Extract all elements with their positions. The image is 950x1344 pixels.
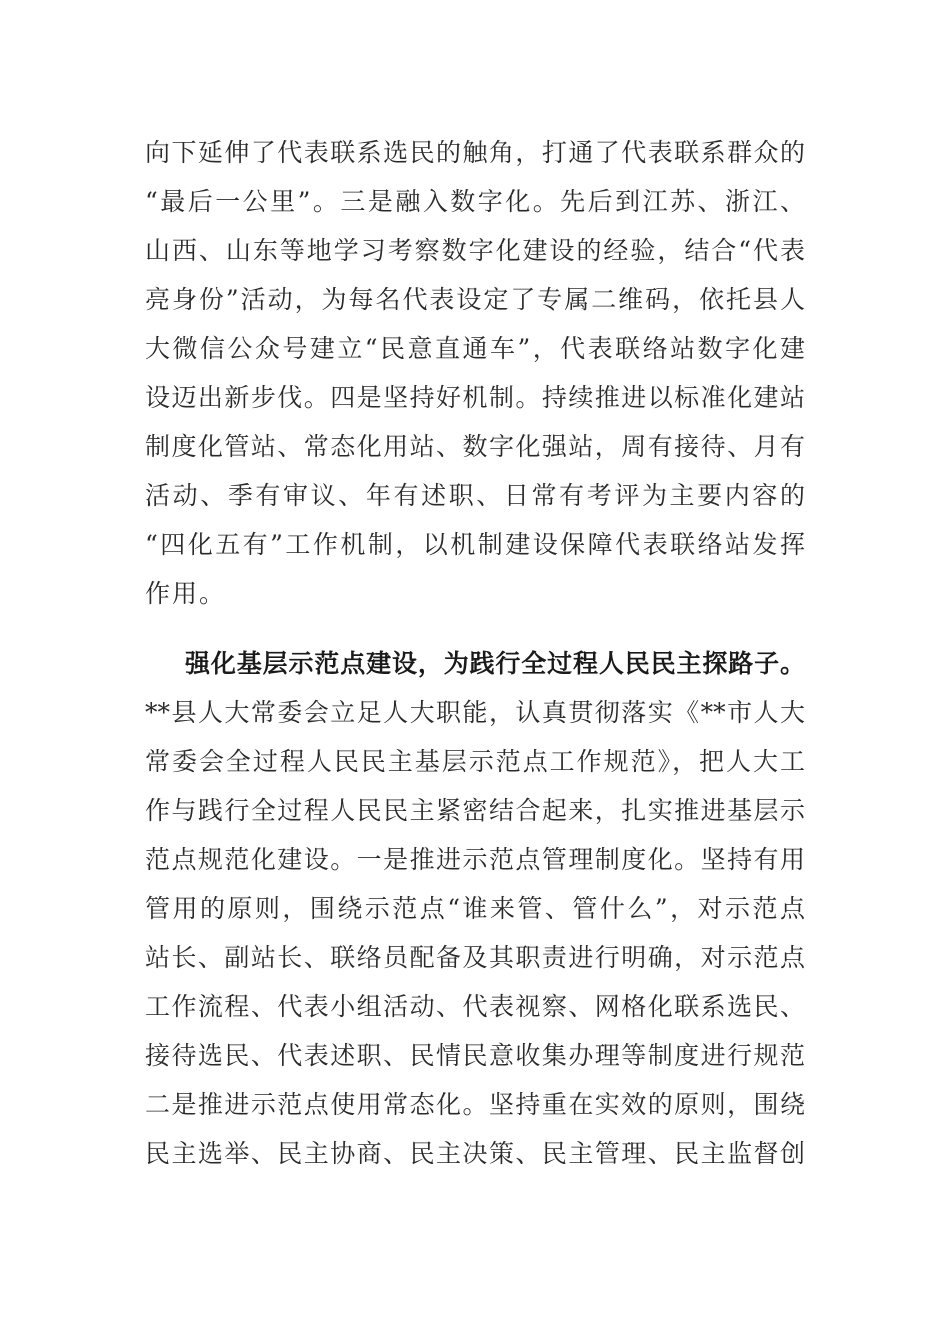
body-text-line: 工作流程、代表小组活动、代表视察、网格化联系选民、: [145, 992, 805, 1021]
body-text-line: 站长、副站长、联络员配备及其职责进行明确，对示范点: [145, 943, 805, 972]
body-text-line: 向下延伸了代表联系选民的触角，打通了代表联系群众的: [145, 138, 805, 167]
body-text-line: 大微信公众号建立“民意直通车”，代表联络站数字化建: [145, 334, 805, 363]
body-text-line: 二是推进示范点使用常态化。坚持重在实效的原则，围绕: [145, 1090, 805, 1119]
body-text-line: “四化五有”工作机制，以机制建设保障代表联络站发挥: [145, 530, 805, 559]
body-text-line: 常委会全过程人民民主基层示范点工作规范》，把人大工: [145, 747, 805, 776]
section-heading: 强化基层示范点建设，为践行全过程人民民主探路子。: [185, 649, 805, 678]
body-text-line: 亮身份”活动，为每名代表设定了专属二维码，依托县人: [145, 285, 805, 314]
body-text-line: 活动、季有审议、年有述职、日常有考评为主要内容的: [145, 481, 805, 510]
body-text-line: 管用的原则，围绕示范点“谁来管、管什么”，对示范点: [145, 894, 805, 923]
body-text-line: 民主选举、民主协商、民主决策、民主管理、民主监督创: [145, 1139, 805, 1168]
body-text-line: “最后一公里”。三是融入数字化。先后到江苏、浙江、: [145, 187, 805, 216]
body-text-line: 范点规范化建设。一是推进示范点管理制度化。坚持有用: [145, 845, 805, 874]
body-text-line: **县人大常委会立足人大职能，认真贯彻落实《**市人大: [145, 698, 805, 727]
body-text-line: 作用。: [145, 579, 227, 608]
body-text-line: 接待选民、代表述职、民情民意收集办理等制度进行规范: [145, 1041, 805, 1070]
body-text-line: 山西、山东等地学习考察数字化建设的经验，结合“代表: [145, 236, 805, 265]
body-text-line: 设迈出新步伐。四是坚持好机制。持续推进以标准化建站: [145, 383, 805, 412]
body-text-line: 制度化管站、常态化用站、数字化强站，周有接待、月有: [145, 432, 805, 461]
body-text-line: 作与践行全过程人民民主紧密结合起来，扎实推进基层示: [145, 796, 805, 825]
